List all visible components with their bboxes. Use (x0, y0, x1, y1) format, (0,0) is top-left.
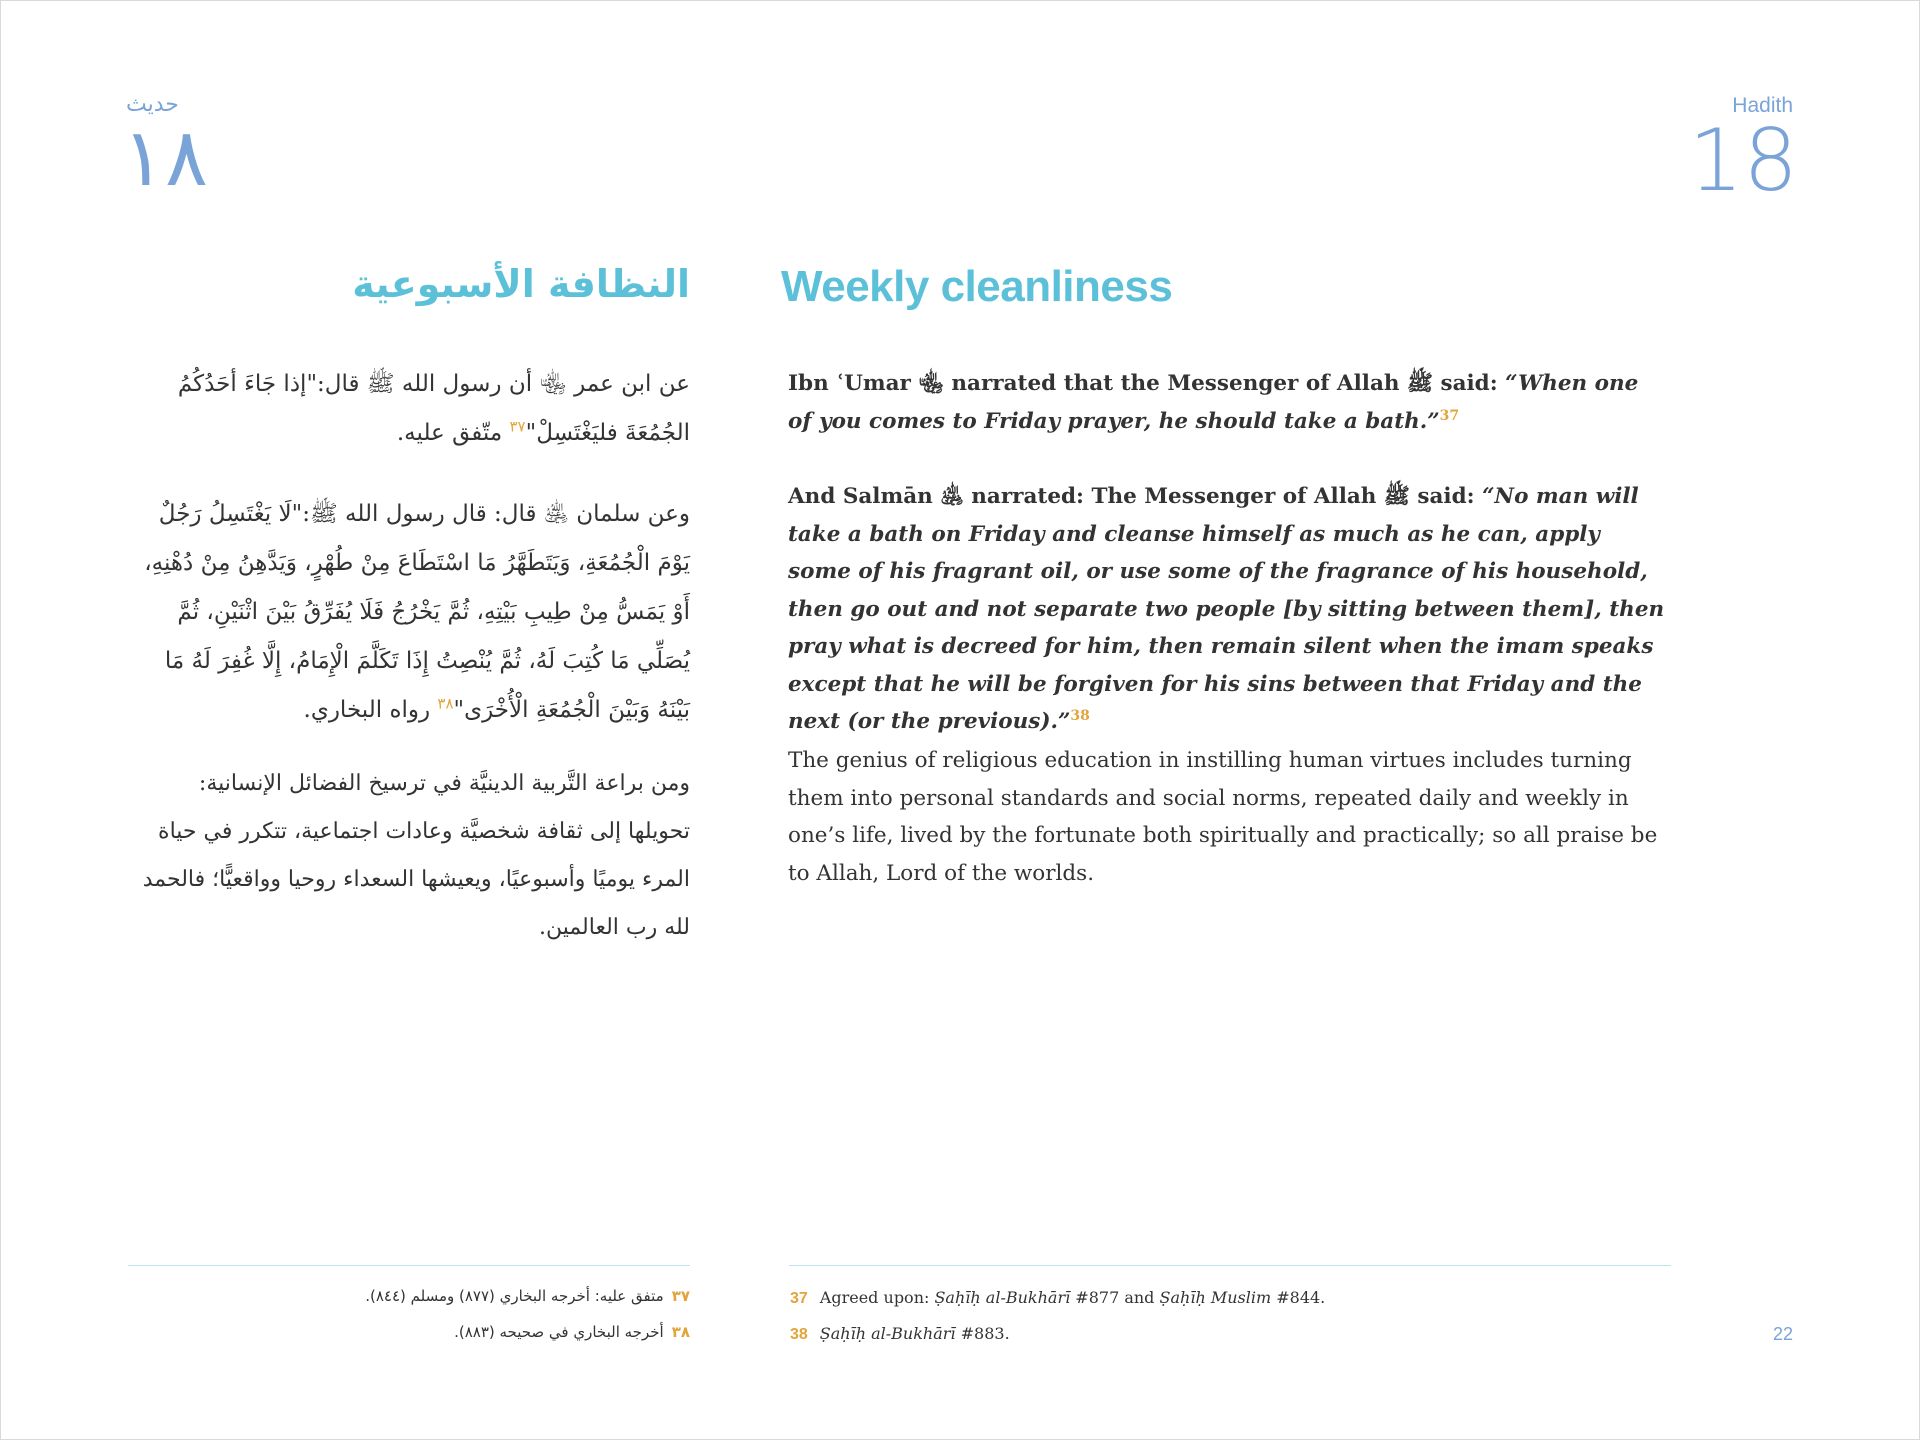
footnote-pre: Agreed upon: (819, 1288, 935, 1307)
footnote-divider-arabic (128, 1265, 690, 1266)
english-narrator-2: And Salmān ﵁ narrated: The Messenger of Allah ﷺ said: (788, 484, 1483, 509)
footnote-number: 38 (790, 1326, 808, 1343)
hadith-number-english: 18 (1688, 111, 1798, 211)
footnote-english-37 (790, 1288, 1590, 1308)
footnote-english-38 (790, 1324, 1590, 1344)
footnote-mid: #877 and (1070, 1288, 1160, 1307)
hadith-label-arabic: حديث (126, 92, 179, 117)
arabic-source-2: رواه البخاري. (303, 697, 438, 723)
footnote-number: ٣٧ (671, 1287, 690, 1305)
footnote-arabic-38 (132, 1323, 690, 1341)
footnote-ref-38-ar[interactable]: ٣٨ (437, 694, 454, 713)
title-arabic: النظافة الأسبوعية (352, 262, 690, 306)
footnote-mid: #883. (955, 1324, 1010, 1343)
hadith-number-arabic: ١٨ (122, 111, 208, 204)
english-hadith-quote-2: “No man will take a bath on Friday and cleanse himself as much as he can, apply some of his fragrant oil, or use some of the fragrance of his household, then go out and not separate two people [by sitting between them], then pray what is decreed for him, then remain silent when the imam speaks except that he will be forgiven for his sins between that Friday and the next (or the previous).” (788, 484, 1665, 734)
footnote-post: #844. (1271, 1288, 1326, 1307)
footnote-text: أخرجه البخاري في صحيحه (٨٨٣). (454, 1323, 664, 1341)
footnote-ref-37-ar[interactable]: ٣٧ (509, 417, 526, 436)
english-hadith-quote-1: “When one of you comes to Friday prayer, he should take a bath.” (788, 371, 1639, 434)
footnote-number: 37 (790, 1290, 808, 1307)
footnote-arabic-37 (132, 1287, 690, 1305)
english-paragraph-2 (788, 478, 1668, 741)
footnote-text: متفق عليه: أخرجه البخاري (٨٧٧) ومسلم (٨٤٤). (365, 1287, 664, 1305)
english-paragraph-3: The genius of religious education in instilling human virtues includes turning them into personal standards and social norms, repeated daily and weekly in one’s life, lived by the fortunate both spiritually and practically; so all praise be to Allah, Lord of the worlds. (788, 748, 1658, 886)
title-english: Weekly cleanliness (781, 262, 1173, 311)
footnote-source-1: Ṣaḥīḥ al-Bukhārī (934, 1288, 1071, 1307)
arabic-source-1: متّفق عليه. (396, 420, 510, 446)
arabic-paragraph-2 (132, 490, 690, 735)
footnote-source-1: Ṣaḥīḥ al-Bukhārī (819, 1324, 956, 1343)
arabic-hadith-text-1: عن ابن عمر ﵄ أن رسول الله ﷺ قال:"إذا جَاءَ أحَدُكُمُ الجُمُعَةَ فليَغْتَسِلْ" (177, 371, 690, 446)
footnote-divider-english (789, 1265, 1671, 1266)
arabic-paragraph-1 (132, 360, 690, 458)
arabic-hadith-text-2: وعن سلمان ﵁ قال: قال رسول الله ﷺ:"لَا يَغْتَسِلُ رَجُلٌ يَوْمَ الْجُمُعَةِ، وَيَتَطَهَّرُ مَا اسْتَطَاعَ مِنْ طُهْرٍ، وَيَدَّهِنُ مِنْ دُهْنِهِ، أَوْ يَمَسُّ مِنْ طِيبِ بَيْتِهِ، ثُمَّ يَخْرُجُ فَلَا يُفَرِّقُ بَيْنَ اثْنَيْنِ، ثُمَّ يُصَلِّي مَا كُتِبَ لَهُ، ثُمَّ يُنْصِتُ إِذَا تَكَلَّمَ الْإِمَامُ، إِلَّا غُفِرَ لَهُ مَا بَيْنَهُ وَبَيْنَ الْجُمُعَةِ الْأُخْرَى" (144, 501, 690, 723)
footnote-ref-37-en[interactable]: 37 (1439, 407, 1460, 424)
english-narrator-1: Ibn ʿUmar ﵄ narrated that the Messenger of Allah ﷺ said: (788, 371, 1506, 396)
footnote-source-2: Ṣaḥīḥ Muslim (1159, 1288, 1272, 1307)
footnote-number: ٣٨ (671, 1323, 690, 1341)
arabic-paragraph-3: ومن براعة التَّربية الدينيَّة في ترسيخ الفضائل الإنسانية: تحويلها إلى ثقافة شخصيَّة وعادات اجتماعية، تتكرر في حياة المرء يوميًا وأسبوعيًا، ويعيشها السعداء روحيا وواقعيًّا؛ فالحمد لله رب العالمين. (142, 771, 690, 940)
page-number: 22 (1772, 1324, 1793, 1344)
hadith-label-english: Hadith (1732, 94, 1793, 117)
footnote-ref-38-en[interactable]: 38 (1070, 707, 1090, 724)
english-paragraph-1 (788, 365, 1668, 440)
